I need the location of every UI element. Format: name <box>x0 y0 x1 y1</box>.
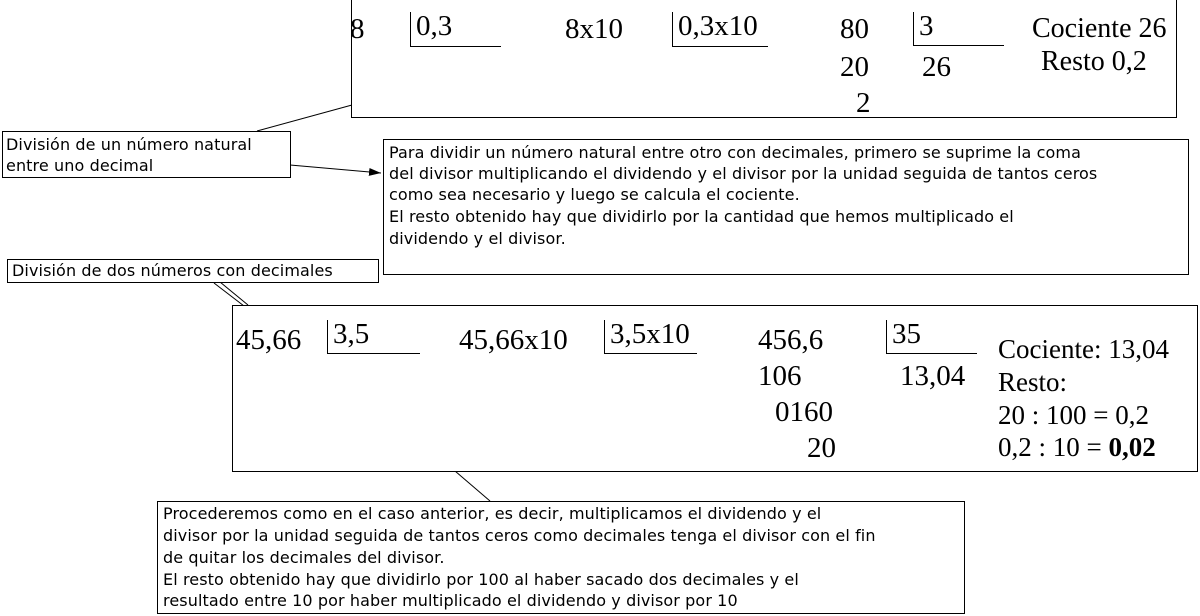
example1-remainder-label: Resto 0,2 <box>1041 46 1147 77</box>
example2-calc1: 20 : 100 = 0,2 <box>998 400 1149 430</box>
example1-scaled-divisor-bracket <box>672 12 768 47</box>
example1-work-line2: 20 <box>840 51 869 83</box>
connector-label2-to-example2-b <box>220 282 248 305</box>
example2-work-line3: 0160 <box>775 396 833 428</box>
example2-dividend-scaled: 45,66x10 <box>459 324 568 356</box>
example2-calc2-prefix: 0,2 : 10 = <box>998 432 1109 462</box>
example2-work-dividend: 456,6 <box>758 324 824 356</box>
example1-divisor-bracket <box>410 12 501 47</box>
example2-divisor-scaled: 3,5x10 <box>610 318 690 350</box>
example1-quotient-label: Cociente 26 <box>1032 13 1167 44</box>
explanation1-line3: como sea necesario y luego se calcula el cociente. <box>389 185 800 204</box>
arrow-label1-to-explanation1 <box>290 165 381 173</box>
example1-divisor-scaled: 0,3x10 <box>678 10 758 42</box>
label1-line2: entre uno decimal <box>6 156 154 175</box>
example2-work-line4: 20 <box>807 432 836 464</box>
explanation1-line4: El resto obtenido hay que dividirlo por la cantidad que hemos multiplicado el <box>389 207 1014 226</box>
example2-work-line2: 106 <box>758 360 802 392</box>
explanation2-line1: Procederemos como en el caso anterior, es decir, multiplicamos el dividendo y el <box>163 504 822 523</box>
example2-remainder-label: Resto: <box>998 367 1068 397</box>
connector-label2-to-example2-a <box>214 283 244 306</box>
explanation2-box <box>157 501 965 614</box>
example2-calc2-result: 0,02 <box>1108 432 1156 462</box>
label2-text: División de dos números con decimales <box>12 261 333 280</box>
explanation2-line2: divisor por la unidad seguida de tantos ceros como decimales tenga el divisor con el fin <box>163 526 876 545</box>
explanation2-line5: resultado entre 10 por haber multiplicado el dividendo y divisor por 10 <box>163 591 738 610</box>
example2-divisor: 3,5 <box>333 318 370 350</box>
example1-dividend-scaled: 8x10 <box>565 13 623 45</box>
explanation1-line1: Para dividir un número natural entre otro con decimales, primero se suprime la coma <box>389 143 1082 162</box>
example1-work-line3: 2 <box>856 87 871 119</box>
example1-work-quotient: 26 <box>922 51 951 83</box>
connector-example1-to-label1 <box>257 105 352 131</box>
example2-scaled-divisor-bracket <box>604 320 697 354</box>
example1-work-bracket <box>913 12 1004 46</box>
example2-quotient-label: Cociente: 13,04 <box>998 334 1169 364</box>
example1-work-dividend: 80 <box>840 13 869 45</box>
example2-work-quotient: 13,04 <box>900 360 966 392</box>
explanation1-line2: del divisor multiplicando el dividendo y el divisor por la unidad seguida de tantos ceros <box>389 164 1098 183</box>
example1-work-divisor: 3 <box>919 10 934 42</box>
example2-work-divisor: 35 <box>892 318 921 350</box>
explanation1-box <box>383 139 1189 275</box>
label-natural-by-decimal <box>2 131 291 178</box>
example2-calc2 <box>998 431 1156 463</box>
example2-divisor-bracket <box>327 320 420 354</box>
example2-dividend: 45,66 <box>236 324 302 356</box>
label-two-decimals <box>7 259 379 283</box>
example1-dividend: 8 <box>350 13 365 45</box>
connector-example2-to-explanation2 <box>455 471 490 501</box>
explanation2-line3: de quitar los decimales del divisor. <box>163 548 445 567</box>
example1-divisor: 0,3 <box>416 10 453 42</box>
example2-work-bracket <box>886 320 977 354</box>
label1-line1: División de un número natural <box>6 135 252 154</box>
explanation1-line5: dividendo y el divisor. <box>389 229 566 248</box>
explanation2-line4: El resto obtenido hay que dividirlo por 100 al haber sacado dos decimales y el <box>163 570 799 589</box>
